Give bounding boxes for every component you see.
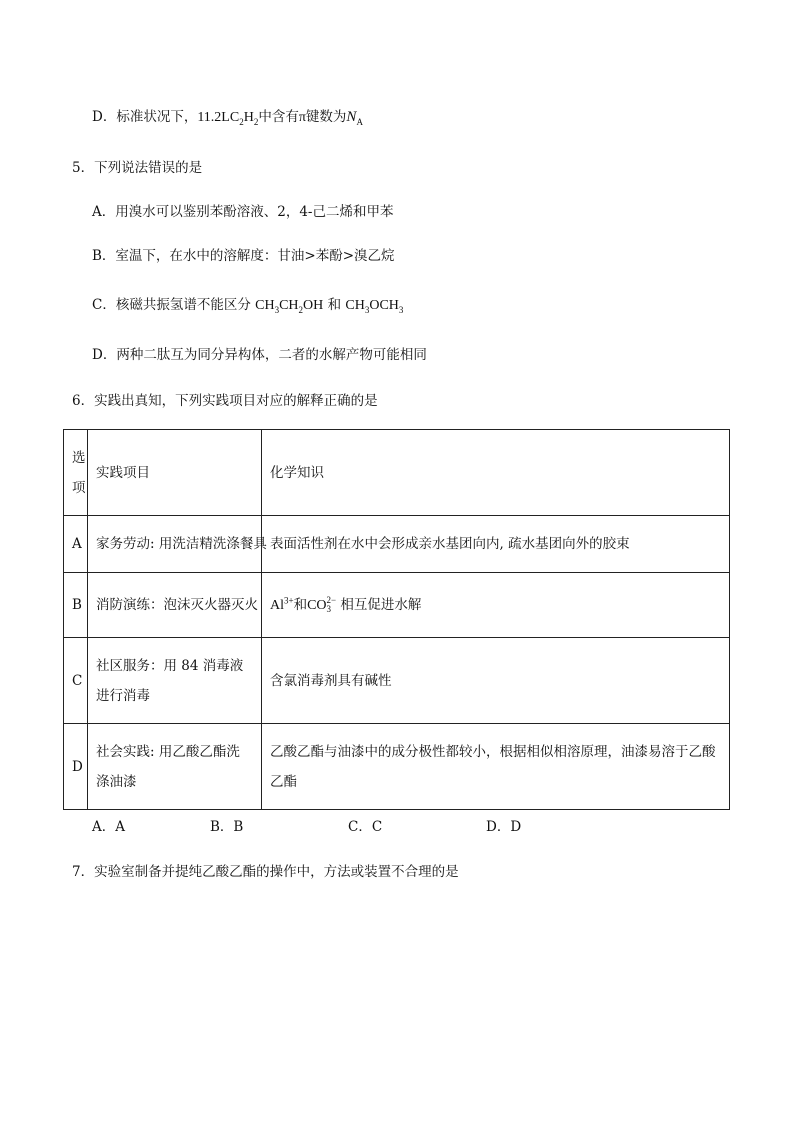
table-row: D 社会实践: 用乙酸乙酯洗涤油漆 乙酸乙酯与油漆中的成分极性都较小，根据相似相溶原理，油漆易溶于乙酸乙酯 [64, 724, 730, 810]
avogadro-symbol: $N_A$ [346, 109, 363, 127]
formula-dimethyl-ether: $CH_3OCH_3$ [345, 298, 404, 315]
table-row: C 社区服务：用 84 消毒液进行消毒 含氯消毒剂具有碱性 [64, 638, 730, 724]
q5-option-c: C．核磁共振氢谱不能区分 $CH_3CH_2OH$ 和 $CH_3OCH_3$ [92, 297, 404, 315]
header-practice: 实践项目 [88, 430, 262, 516]
table-row: A 家务劳动: 用洗洁精洗涤餐具 表面活性剂在水中会形成亲水基团向内, 疏水基团向外的胶束 [64, 516, 730, 573]
knowledge-b: $Al^{3+}$和CO 2− 3 相互促进水解 [262, 573, 730, 638]
formula-ethanol: $CH_3CH_2OH$ [255, 298, 324, 315]
formula-c2h2: $11.2LC_2H_2$ [197, 110, 259, 127]
question-6-stem: 6．实践出真知，下列实践项目对应的解释正确的是 [72, 393, 378, 409]
answer-option-d[interactable]: D．D [486, 819, 522, 835]
question-7-stem: 7．实验室制备并提纯乙酸乙酯的操作中，方法或装置不合理的是 [72, 864, 459, 880]
q6-answer-options [92, 817, 592, 837]
answer-option-c[interactable]: C．C [348, 819, 383, 835]
header-option: 选项 [64, 430, 88, 516]
q5-option-d: D．两种二肽互为同分异构体，二者的水解产物可能相同 [92, 347, 427, 363]
header-knowledge: 化学知识 [262, 430, 730, 516]
formula-al-ion: $Al^{3+}$ [270, 594, 294, 613]
practice-knowledge-table [63, 429, 730, 810]
q4-option-d: D．标准状况下，$11.2LC_2H_2$中含有π键数为$N_A$ [92, 109, 363, 127]
q5-option-a: A．用溴水可以鉴别苯酚溶液、2，4-己二烯和甲苯 [92, 204, 394, 220]
answer-option-b[interactable]: B．B [210, 819, 244, 835]
formula-carbonate-ion: CO 2− 3 [307, 595, 337, 615]
table-header-row [64, 430, 730, 516]
answer-option-a[interactable]: A．A [92, 819, 125, 835]
q5-option-b: B．室温下，在水中的溶解度：甘油>苯酚>溴乙烷 [92, 248, 395, 264]
question-5-stem: 5．下列说法错误的是 [72, 160, 203, 176]
table-row: B 消防演练：泡沫灭火器灭火 $Al^{3+}$和CO 2− 3 相互促进水解 [64, 573, 730, 638]
